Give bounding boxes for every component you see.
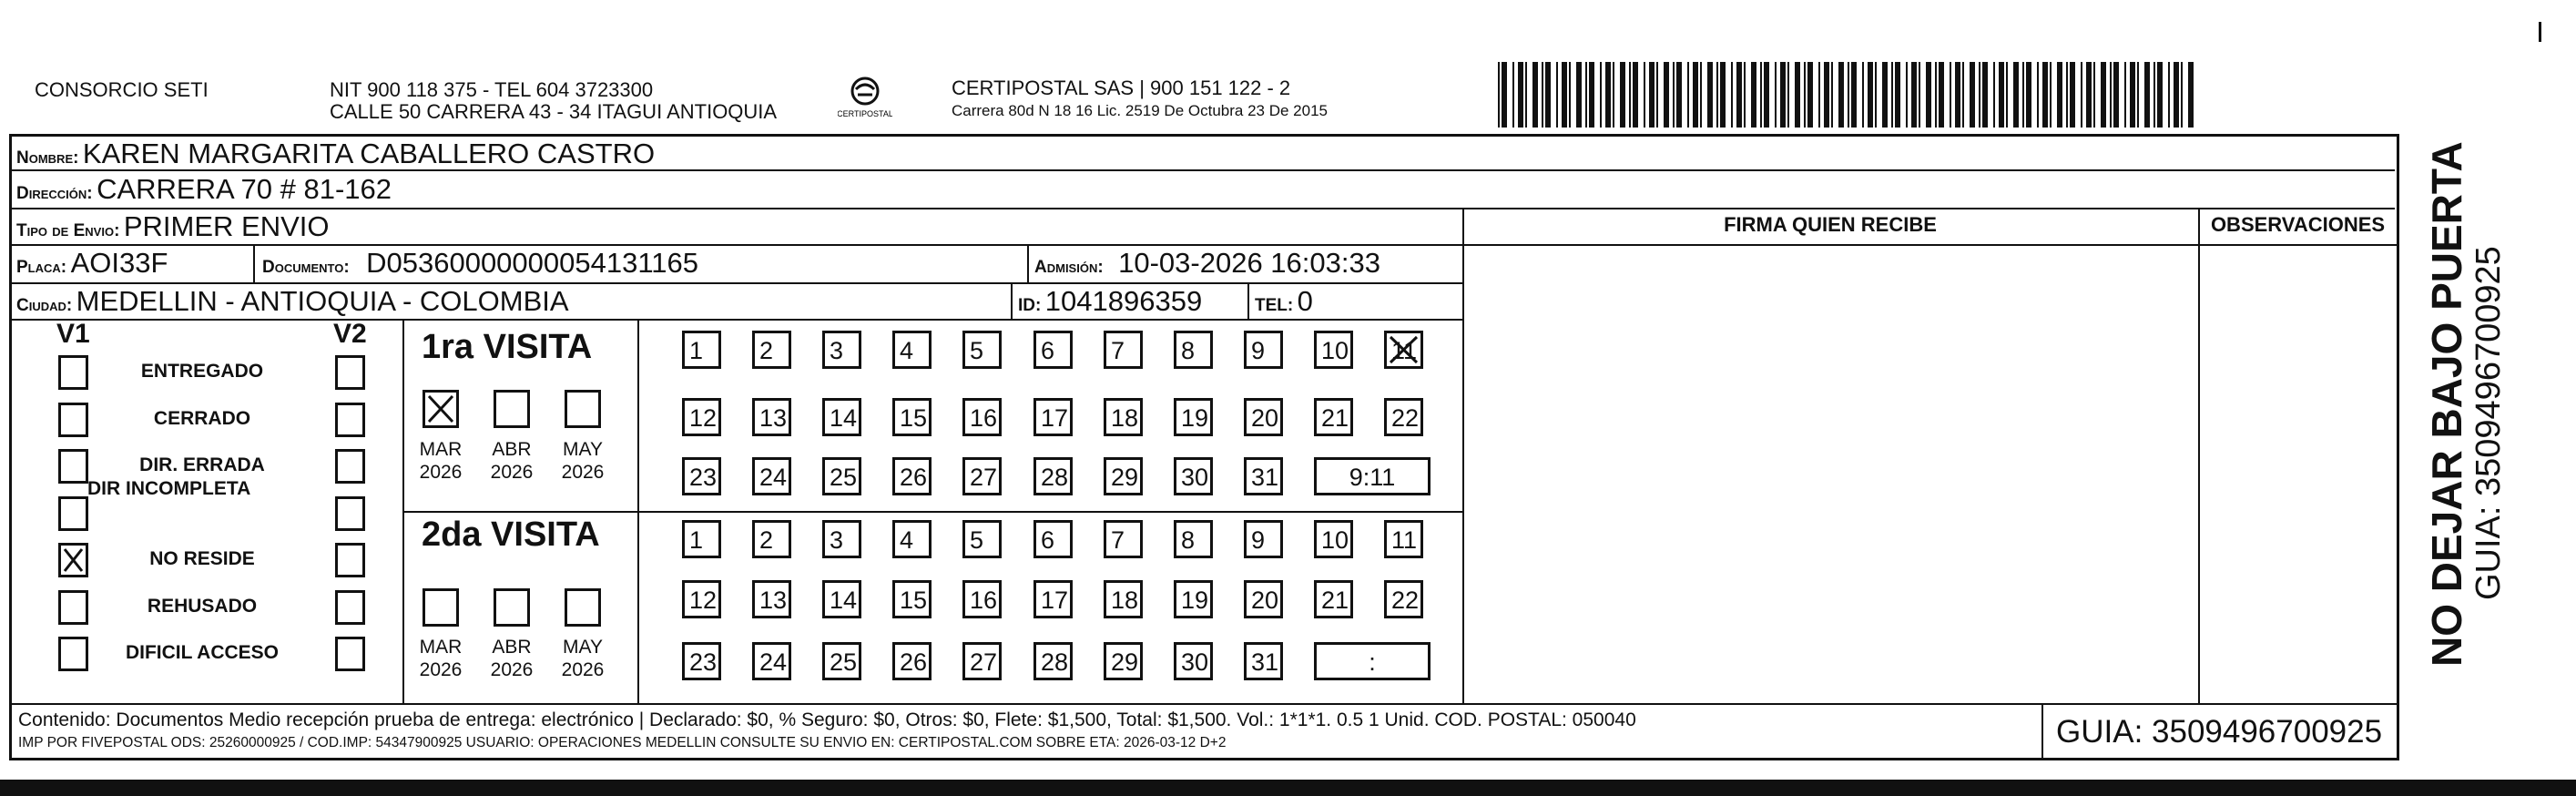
ciudad-row: [16, 285, 569, 318]
barcode-bar: [1851, 62, 1857, 128]
barcode-bar: [1716, 62, 1718, 128]
barcode-bar: [2153, 62, 2155, 128]
barcode-bar: [1993, 62, 1995, 128]
placa-row: [16, 247, 168, 280]
day-box[interactable]: 6: [1033, 331, 1073, 369]
ciudad-value: MEDELLIN - ANTIOQUIA - COLOMBIA: [76, 285, 569, 317]
day-box[interactable]: 13: [752, 398, 791, 436]
barcode-bar: [2174, 62, 2179, 128]
barcode-bar: [1676, 62, 1682, 128]
barcode-bar: [1891, 62, 1893, 128]
barcode-bar: [1848, 62, 1849, 128]
month-checkbox[interactable]: [494, 390, 530, 428]
barcode-bar: [1502, 62, 1507, 128]
firma-label: FIRMA QUIEN RECIBE: [1724, 213, 1937, 236]
col-divider: [2041, 703, 2043, 758]
month-label: [555, 438, 610, 484]
barcode-bar: [1720, 62, 1726, 128]
month-year: 2026: [419, 659, 463, 680]
month-name: MAY: [563, 637, 603, 658]
barcode-bar: [1751, 62, 1756, 128]
v2-checkbox[interactable]: [335, 496, 365, 531]
barcode-bar: [1970, 62, 1975, 128]
documento-row: [262, 247, 698, 280]
barcode-bar: [1613, 62, 1614, 128]
barcode-bar: [1824, 62, 1829, 128]
barcode: [1498, 62, 2199, 128]
barcode-bar: [2113, 62, 2119, 128]
barcode-bar: [1744, 62, 1746, 128]
visit2-title: 2da VISITA: [422, 515, 600, 554]
day-box[interactable]: 14: [822, 398, 861, 436]
barcode-bar: [2026, 62, 2031, 128]
barcode-bar: [2110, 62, 2112, 128]
month-name: ABR: [492, 637, 532, 658]
v1-checkbox[interactable]: [58, 543, 88, 577]
barcode-bar: [1760, 62, 1762, 128]
v1-checkbox[interactable]: [58, 355, 88, 390]
observaciones-label: OBSERVACIONES: [2210, 213, 2386, 236]
day-box[interactable]: 18: [1104, 580, 1143, 618]
barcode-bar: [1775, 62, 1777, 128]
day-box[interactable]: 22: [1384, 580, 1423, 618]
barcode-bar: [1633, 62, 1638, 128]
carrier-line: CERTIPOSTAL SAS | 900 151 122 - 2: [952, 77, 1291, 99]
barcode-bar: [1731, 62, 1733, 128]
barcode-bar: [2013, 62, 2019, 128]
no-dejar-warning: NO DEJAR BAJO PUERTA: [2423, 141, 2470, 667]
row-divider: [9, 208, 2395, 209]
v2-checkbox[interactable]: [335, 403, 365, 437]
day-box[interactable]: 13: [752, 580, 791, 618]
barcode-bar: [1939, 62, 1944, 128]
day-box[interactable]: 9: [1244, 520, 1283, 558]
day-box[interactable]: 22: [1384, 398, 1423, 436]
col-divider: [1027, 244, 1029, 282]
certipostal-logo: [838, 75, 892, 124]
day-box[interactable]: 27: [962, 457, 1002, 495]
ciudad-label: Ciudad:: [16, 296, 73, 315]
barcode-bar: [1736, 62, 1742, 128]
tipo-label: Tipo de Envio:: [16, 221, 120, 240]
v1-checkbox[interactable]: [58, 496, 88, 531]
barcode-bar: [1895, 62, 1900, 128]
day-box[interactable]: 25: [822, 457, 861, 495]
visit1-title: 1ra VISITA: [422, 328, 593, 366]
day-box[interactable]: 16: [962, 398, 1002, 436]
day-box[interactable]: 16: [962, 580, 1002, 618]
direccion-value: CARRERA 70 # 81-162: [97, 173, 392, 205]
barcode-bar: [1498, 62, 1500, 128]
day-box[interactable]: 6: [1033, 520, 1073, 558]
barcode-bar: [1525, 62, 1527, 128]
day-box[interactable]: 21: [1314, 580, 1353, 618]
day-box[interactable]: 23: [682, 642, 721, 680]
day-box[interactable]: 23: [682, 457, 721, 495]
barcode-bar: [1838, 62, 1844, 128]
col-divider: [1011, 282, 1013, 319]
barcode-bar: [1664, 62, 1669, 128]
month-label: [413, 438, 468, 484]
barcode-bar: [2086, 62, 2092, 128]
barcode-bar: [2022, 62, 2024, 128]
barcode-bar: [1962, 62, 1964, 128]
barcode-bar: [2050, 62, 2052, 128]
v2-checkbox[interactable]: [335, 543, 365, 577]
day-box[interactable]: 17: [1033, 398, 1073, 436]
day-box[interactable]: 15: [892, 580, 932, 618]
documento-value: D05360000000054131165: [366, 247, 699, 279]
time-box[interactable]: :: [1314, 642, 1431, 680]
barcode-bar: [1795, 62, 1800, 128]
barcode-bar: [1600, 62, 1602, 128]
barcode-bar: [1629, 62, 1631, 128]
day-box[interactable]: 21: [1314, 398, 1353, 436]
barcode-bar: [1700, 62, 1702, 128]
barcode-bar: [1780, 62, 1786, 128]
barcode-bar: [1787, 62, 1789, 128]
month-label: [484, 438, 539, 484]
day-box[interactable]: 28: [1033, 457, 1073, 495]
month-checkbox[interactable]: [423, 390, 459, 428]
barcode-bar: [1532, 62, 1538, 128]
carrier-license: Carrera 80d N 18 16 Lic. 2519 De Octubra 23 De 2015: [952, 102, 1328, 119]
v1-checkbox[interactable]: [58, 590, 88, 625]
day-box[interactable]: 26: [892, 457, 932, 495]
barcode-bar: [1935, 62, 1937, 128]
day-box[interactable]: 3: [822, 520, 861, 558]
admision-label: Admisión:: [1034, 258, 1104, 277]
row-divider: [9, 319, 1464, 321]
barcode-bar: [1605, 62, 1611, 128]
month-name: ABR: [492, 439, 532, 460]
day-box[interactable]: 14: [822, 580, 861, 618]
tipo-value: PRIMER ENVIO: [123, 210, 330, 242]
barcode-bar: [1585, 62, 1587, 128]
barcode-bar: [2037, 62, 2039, 128]
col-divider: [2198, 208, 2200, 704]
barcode-bar: [2124, 62, 2126, 128]
barcode-bar: [1687, 62, 1689, 128]
day-box[interactable]: 29: [1104, 642, 1143, 680]
nombre-row: [16, 138, 655, 170]
direccion-label: Dirección:: [16, 184, 93, 203]
barcode-bar: [1919, 62, 1920, 128]
barcode-bar: [1707, 62, 1713, 128]
barcode-bar: [1562, 62, 1567, 128]
v2-checkbox[interactable]: [335, 449, 365, 484]
col-divider: [253, 244, 255, 282]
month-label: [555, 636, 610, 681]
barcode-bar: [1882, 62, 1888, 128]
day-box[interactable]: 12: [682, 580, 721, 618]
month-year: 2026: [561, 659, 605, 680]
day-box[interactable]: 5: [962, 520, 1002, 558]
month-label: [413, 636, 468, 681]
day-box[interactable]: 12: [682, 398, 721, 436]
month-name: MAY: [563, 439, 603, 460]
month-checkbox[interactable]: [494, 588, 530, 627]
tel-row: [1255, 285, 1313, 318]
address-line: CALLE 50 CARRERA 43 - 34 ITAGUI ANTIOQUIA: [330, 100, 778, 123]
barcode-bar: [2144, 62, 2150, 128]
side-guia: GUIA: 3509496700925: [2469, 246, 2508, 600]
direccion-row: [16, 173, 392, 206]
day-box[interactable]: 20: [1244, 398, 1283, 436]
status-label: NO RESIDE: [149, 548, 255, 569]
barcode-bar: [2130, 62, 2135, 128]
row-divider: [402, 511, 1463, 513]
col-divider: [2398, 169, 2399, 208]
barcode-bar: [2157, 62, 2163, 128]
month-checkbox[interactable]: [423, 588, 459, 627]
barcode-bar: [2042, 62, 2048, 128]
barcode-bar: [1955, 62, 1960, 128]
id-row: [1018, 285, 1202, 318]
row-divider: [9, 244, 2399, 246]
day-box[interactable]: 11: [1384, 520, 1423, 558]
barcode-bar: [2070, 62, 2075, 128]
day-box[interactable]: 7: [1104, 331, 1143, 369]
barcode-bar: [2057, 62, 2062, 128]
barcode-bar: [1620, 62, 1625, 128]
day-box[interactable]: 29: [1104, 457, 1143, 495]
barcode-bar: [1831, 62, 1833, 128]
v1-checkbox[interactable]: [58, 637, 88, 671]
day-box[interactable]: 24: [752, 457, 791, 495]
status-label: ENTREGADO: [140, 361, 264, 382]
barcode-bar: [1911, 62, 1917, 128]
nit-line: NIT 900 118 375 - TEL 604 3723300: [330, 78, 654, 101]
barcode-bar: [1545, 62, 1551, 128]
month-year: 2026: [419, 462, 463, 483]
day-box[interactable]: 7: [1104, 520, 1143, 558]
footer-guia: GUIA: 3509496700925: [2056, 714, 2383, 750]
nombre-value: KAREN MARGARITA CABALLERO CASTRO: [82, 138, 656, 169]
barcode-bar: [1906, 62, 1908, 128]
barcode-bar: [2137, 62, 2139, 128]
day-box[interactable]: 31: [1244, 457, 1283, 495]
day-box[interactable]: 19: [1174, 580, 1213, 618]
status-label: DIR INCOMPLETA: [87, 478, 251, 499]
day-box[interactable]: 31: [1244, 642, 1283, 680]
barcode-bar: [1764, 62, 1769, 128]
day-box[interactable]: 4: [892, 331, 932, 369]
day-box[interactable]: 3: [822, 331, 861, 369]
day-box[interactable]: 27: [962, 642, 1002, 680]
barcode-bar: [1950, 62, 1951, 128]
barcode-bar: [1656, 62, 1658, 128]
barcode-bar: [1589, 62, 1594, 128]
barcode-bar: [1807, 62, 1813, 128]
barcode-bar: [2093, 62, 2095, 128]
barcode-bar: [2066, 62, 2068, 128]
v2-label: V2: [333, 319, 367, 349]
day-box[interactable]: 28: [1033, 642, 1073, 680]
corner-mark: [2539, 22, 2541, 42]
placa-value: AOI33F: [70, 247, 168, 279]
barcode-bar: [1875, 62, 1877, 128]
month-name: MAR: [419, 637, 463, 658]
barcode-bar: [1804, 62, 1806, 128]
barcode-bar: [1693, 62, 1698, 128]
status-label: CERRADO: [153, 408, 251, 429]
month-checkbox[interactable]: [565, 390, 601, 428]
day-box[interactable]: 5: [962, 331, 1002, 369]
day-box[interactable]: 8: [1174, 520, 1213, 558]
tipo-row: [16, 210, 330, 243]
id-label: ID:: [1018, 296, 1042, 315]
v2-checkbox[interactable]: [335, 590, 365, 625]
v1-label: V1: [56, 319, 90, 349]
v1-checkbox[interactable]: [58, 449, 88, 484]
day-box[interactable]: 1: [682, 331, 721, 369]
day-box[interactable]: 10: [1314, 331, 1353, 369]
bottom-edge: [0, 780, 2576, 796]
time-box[interactable]: 9:11: [1314, 457, 1431, 495]
month-label: [484, 636, 539, 681]
company-name: CONSORCIO SETI: [35, 78, 209, 101]
day-box[interactable]: 4: [892, 520, 932, 558]
barcode-bar: [1982, 62, 1988, 128]
month-checkbox[interactable]: [565, 588, 601, 627]
day-box[interactable]: 10: [1314, 520, 1353, 558]
status-label: DIFICIL ACCESO: [125, 642, 279, 663]
row-divider: [9, 282, 1464, 284]
barcode-bar: [1818, 62, 1820, 128]
day-box[interactable]: 25: [822, 642, 861, 680]
day-box[interactable]: 24: [752, 642, 791, 680]
status-label: REHUSADO: [147, 596, 258, 617]
col-divider: [1247, 282, 1249, 319]
documento-label: Documento:: [262, 258, 350, 277]
barcode-bar: [1649, 62, 1655, 128]
tel-value: 0: [1297, 285, 1313, 317]
barcode-bar: [1542, 62, 1543, 128]
barcode-bar: [1868, 62, 1873, 128]
barcode-bar: [2081, 62, 2082, 128]
day-box[interactable]: 26: [892, 642, 932, 680]
barcode-bar: [1576, 62, 1582, 128]
barcode-bar: [1644, 62, 1645, 128]
footer-contenido: Contenido: Documentos Medio recepción prueba de entrega: electrónico | Declarado: $0, % Seguro: $0, Otros: $0, Flete: $1,500, Total: $1,500. Vol.: 1*1*1. 0.5 1 Unid. COD. POSTAL: 050040: [18, 709, 1636, 730]
day-box[interactable]: 11: [1384, 331, 1423, 369]
placa-label: Placa:: [16, 258, 67, 277]
nombre-label: Nombre:: [16, 148, 79, 168]
admision-value: 10-03-2026 16:03:33: [1118, 247, 1380, 279]
barcode-bar: [1673, 62, 1675, 128]
v1-checkbox[interactable]: [58, 403, 88, 437]
barcode-bar: [2188, 62, 2194, 128]
status-label: DIR. ERRADA: [139, 454, 265, 475]
admision-row: [1034, 247, 1380, 280]
day-box[interactable]: 15: [892, 398, 932, 436]
barcode-bar: [1926, 62, 1931, 128]
day-box[interactable]: 19: [1174, 398, 1213, 436]
day-box[interactable]: 1: [682, 520, 721, 558]
id-value: 1041896359: [1044, 285, 1203, 317]
day-box[interactable]: 9: [1244, 331, 1283, 369]
barcode-bar: [1862, 62, 1864, 128]
barcode-bar: [1569, 62, 1571, 128]
barcode-bar: [1556, 62, 1558, 128]
col-divider: [1462, 208, 1464, 704]
barcode-bar: [2006, 62, 2008, 128]
day-box[interactable]: 17: [1033, 580, 1073, 618]
barcode-bar: [1512, 62, 1514, 128]
day-box[interactable]: 2: [752, 520, 791, 558]
day-box[interactable]: 20: [1244, 580, 1283, 618]
barcode-bar: [1518, 62, 1523, 128]
barcode-bar: [1999, 62, 2004, 128]
barcode-bar: [2101, 62, 2106, 128]
barcode-bar: [2168, 62, 2170, 128]
tel-label: TEL:: [1255, 296, 1294, 315]
day-box[interactable]: 30: [1174, 457, 1213, 495]
month-year: 2026: [490, 462, 534, 483]
logo-text: CERTIPOSTAL: [838, 109, 892, 118]
day-box[interactable]: 30: [1174, 642, 1213, 680]
month-year: 2026: [490, 659, 534, 680]
day-box[interactable]: 2: [752, 331, 791, 369]
month-year: 2026: [561, 462, 605, 483]
barcode-bar: [2181, 62, 2183, 128]
month-name: MAR: [419, 439, 463, 460]
v2-checkbox[interactable]: [335, 355, 365, 390]
barcode-bar: [1979, 62, 1980, 128]
day-box[interactable]: 8: [1174, 331, 1213, 369]
footer-imp: IMP POR FIVEPOSTAL ODS: 25260000925 / COD.IMP: 54347900925 USUARIO: OPERACIONES MEDELLIN CONSULTE SU ENVIO EN: CERTIPOSTAL.COM SOBRE ETA: 2026-03-12 D+2: [18, 735, 1227, 750]
v2-checkbox[interactable]: [335, 637, 365, 671]
day-box[interactable]: 18: [1104, 398, 1143, 436]
